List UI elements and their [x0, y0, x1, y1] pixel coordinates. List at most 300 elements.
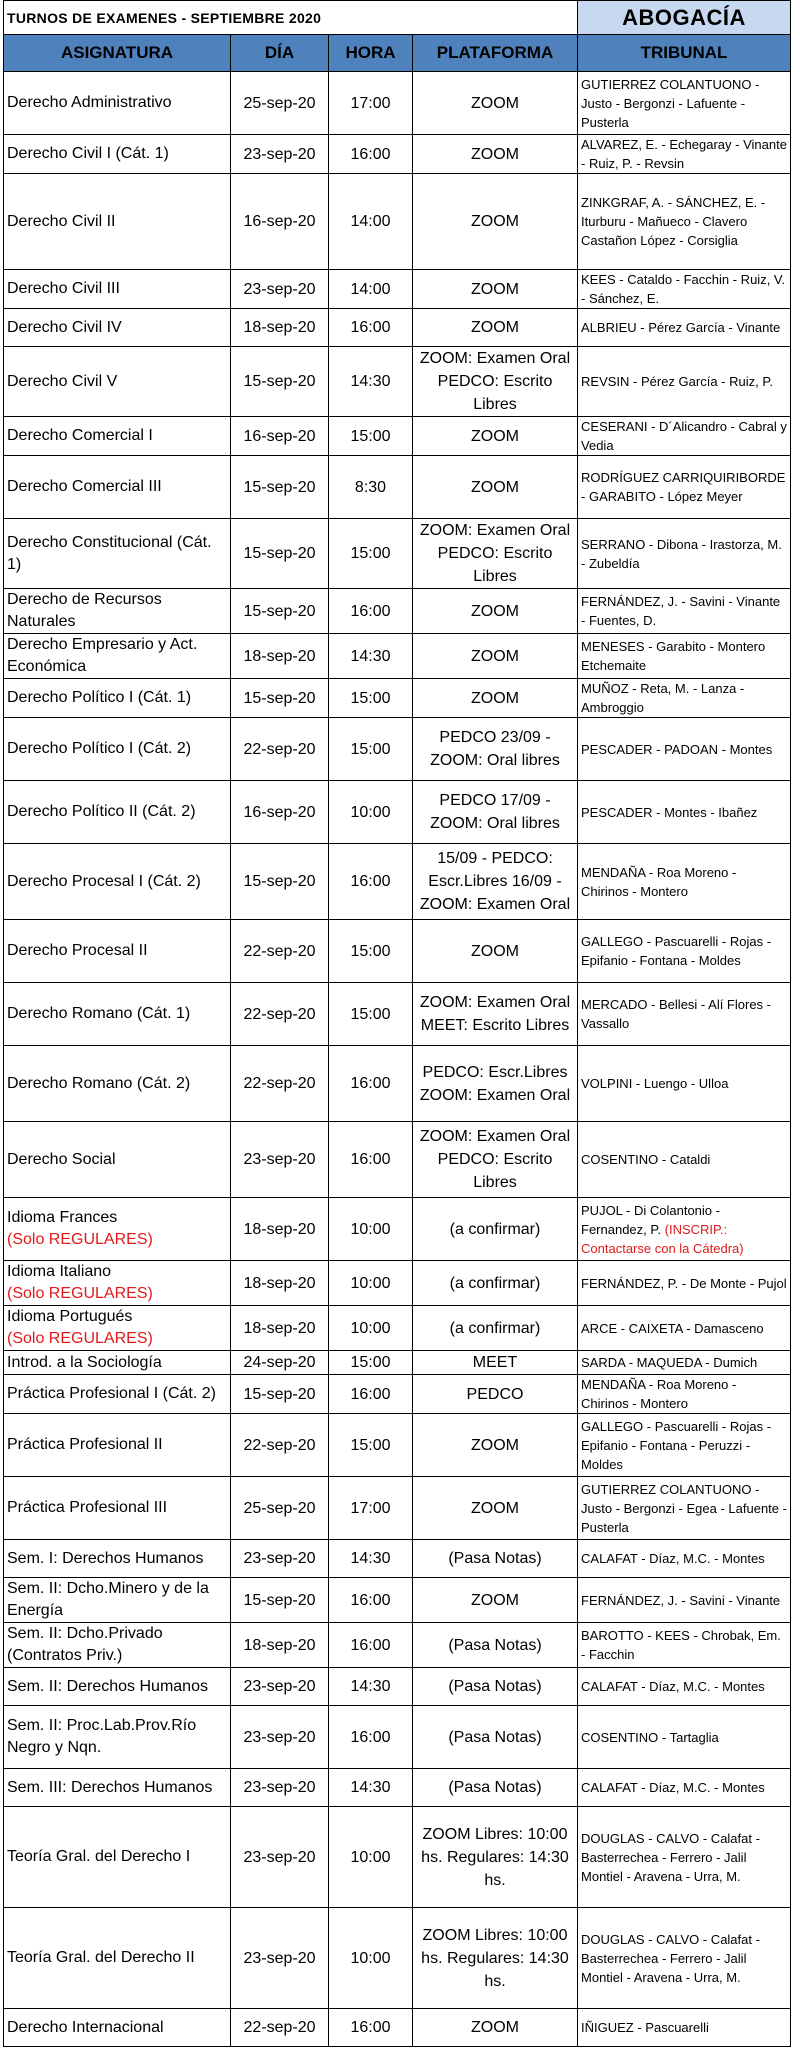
day-cell-text: 23-sep-20	[243, 1848, 316, 1866]
hour-cell-text: 14:30	[350, 373, 391, 390]
hour-cell	[329, 844, 413, 920]
subject-cell	[4, 1668, 231, 1706]
platform-cell	[413, 983, 578, 1046]
day-cell-text: 18-sep-20	[243, 1274, 316, 1292]
subject-cell-text: Derecho Romano (Cát. 2)	[7, 1074, 191, 1092]
table-row	[4, 920, 791, 983]
tribunal-cell	[578, 1578, 791, 1623]
day-cell	[231, 718, 329, 781]
table-row	[4, 844, 791, 920]
table-row	[4, 135, 791, 174]
day-cell-text: 15-sep-20	[243, 373, 316, 390]
platform-cell	[413, 347, 578, 417]
table-row	[4, 2009, 791, 2047]
subject-cell	[4, 589, 231, 634]
hour-cell	[329, 1046, 413, 1122]
tribunal-cell-text: FERNÁNDEZ, J. - Savini - Vinante - Fuentes, D.	[581, 594, 781, 628]
day-cell-text: 22-sep-20	[243, 1075, 316, 1092]
tribunal-cell-text: ALVAREZ, E. - Echegaray - Vinante - Ruiz, P. - Revsin	[581, 137, 787, 171]
tribunal-cell-text: FERNÁNDEZ, P. - De Monte - Pujol	[581, 1275, 787, 1291]
subject-cell	[4, 1578, 231, 1623]
tribunal-cell-text: VOLPINI - Luengo - Ulloa	[581, 1076, 729, 1091]
hour-cell	[329, 1540, 413, 1578]
hour-cell	[329, 920, 413, 983]
subject-cell	[4, 718, 231, 781]
tribunal-cell-text: ZINKGRAF, A. - SÁNCHEZ, E. - Iturburu - Mañueco - Clavero Castañon López - Corsiglia	[581, 195, 766, 248]
table-row	[4, 456, 791, 519]
subject-cell-text: Derecho Administrativo	[7, 94, 172, 111]
table-row	[4, 174, 791, 270]
hour-cell	[329, 456, 413, 519]
tribunal-cell	[578, 270, 791, 309]
platform-cell-text: PEDCO 17/09 - ZOOM: Oral libres	[430, 792, 560, 832]
platform-cell	[413, 135, 578, 174]
day-cell	[231, 270, 329, 309]
subject-cell-text: Sem. II: Proc.Lab.Prov.Río Negro y Nqn.	[7, 1717, 197, 1756]
table-row	[4, 1706, 791, 1769]
hour-cell-text: 15:00	[350, 1005, 391, 1023]
platform-cell	[413, 270, 578, 309]
hour-cell-text: 16:00	[350, 145, 391, 163]
platform-cell	[413, 679, 578, 718]
hour-cell	[329, 589, 413, 634]
platform-cell-text: PEDCO: Escr.Libres ZOOM: Examen Oral	[419, 1063, 571, 1104]
subject-cell	[4, 1706, 231, 1769]
day-cell	[231, 844, 329, 920]
hour-cell-text: 16:00	[350, 873, 391, 890]
hour-cell-text: 14:00	[350, 213, 391, 230]
hour-cell	[329, 1668, 413, 1706]
hour-cell	[329, 519, 413, 589]
day-cell	[231, 634, 329, 679]
tribunal-cell	[578, 1306, 791, 1351]
tribunal-note: (INSCRIP.: Contactarse con la Cátedra)	[581, 1221, 744, 1256]
platform-cell	[413, 309, 578, 347]
tribunal-cell-text: GALLEGO - Pascuarelli - Rojas - Epifanio - Fontana - Moldes	[581, 934, 772, 968]
day-cell	[231, 1375, 329, 1414]
subject-note: (Solo REGULARES)	[7, 1231, 153, 1248]
day-cell-text: 18-sep-20	[243, 1636, 316, 1654]
subject-cell-text: Sem. II: Derechos Humanos	[7, 1677, 208, 1695]
hour-cell	[329, 417, 413, 456]
day-cell	[231, 347, 329, 417]
subject-cell-text: Derecho de Recursos Naturales	[7, 591, 162, 630]
tribunal-cell-text: REVSIN - Pérez García - Ruiz, P.	[581, 374, 773, 389]
platform-cell	[413, 1540, 578, 1578]
platform-cell-text: ZOOM	[471, 689, 519, 707]
day-cell-text: 22-sep-20	[243, 740, 316, 758]
tribunal-cell-text: PUJOL - Di Colantonio - Fernandez, P.	[581, 1202, 720, 1237]
day-cell-text: 25-sep-20	[243, 1499, 316, 1517]
tribunal-cell	[578, 417, 791, 456]
table-row	[4, 1122, 791, 1198]
tribunal-cell-text: IÑIGUEZ - Pascuarelli	[581, 2020, 709, 2035]
platform-cell-text: PEDCO 23/09 - ZOOM: Oral libres	[430, 729, 560, 769]
hour-cell	[329, 1122, 413, 1198]
table-row	[4, 1477, 791, 1540]
day-cell	[231, 456, 329, 519]
hour-cell-text: 17:00	[350, 1499, 391, 1517]
platform-cell-text: ZOOM	[471, 145, 519, 163]
subject-cell	[4, 72, 231, 135]
day-cell-text: 18-sep-20	[243, 1319, 316, 1337]
table-row	[4, 1046, 791, 1122]
tribunal-cell-text: MERCADO - Bellesi - Alí Flores - Vassallo	[581, 997, 771, 1031]
platform-cell	[413, 519, 578, 589]
tribunal-cell	[578, 781, 791, 844]
platform-cell-text: ZOOM	[471, 2019, 519, 2036]
platform-cell	[413, 1807, 578, 1908]
day-cell	[231, 1706, 329, 1769]
tribunal-cell-text: BAROTTO - KEES - Chrobak, Em. - Facchin	[581, 1628, 781, 1662]
tribunal-cell-text: RODRÍGUEZ CARRIQUIRIBORDE - GARABITO - López Meyer	[581, 470, 786, 504]
tribunal-cell-text: FERNÁNDEZ, J. - Savini - Vinante	[581, 1592, 781, 1608]
hour-cell	[329, 1351, 413, 1375]
subject-cell	[4, 1908, 231, 2009]
platform-cell	[413, 1306, 578, 1351]
subject-cell-text: Introd. a la Sociología	[7, 1353, 162, 1371]
day-cell-text: 22-sep-20	[243, 1436, 316, 1454]
subject-cell	[4, 1261, 231, 1306]
platform-cell	[413, 1477, 578, 1540]
platform-cell-text: ZOOM	[471, 1436, 519, 1454]
tribunal-cell-text: MENDAÑA - Roa Moreno - Chirinos - Montero	[581, 1377, 737, 1411]
day-cell-text: 15-sep-20	[243, 873, 316, 890]
tribunal-cell-text: MUÑOZ - Reta, M. - Lanza - Ambroggio	[581, 681, 745, 715]
platform-cell-text: ZOOM: Examen Oral PEDCO: Escrito Libres	[419, 1128, 571, 1191]
platform-cell	[413, 589, 578, 634]
tribunal-cell	[578, 1706, 791, 1769]
hour-cell	[329, 1198, 413, 1261]
day-cell-text: 23-sep-20	[243, 1678, 316, 1695]
day-cell-text: 15-sep-20	[243, 1385, 316, 1403]
hour-cell	[329, 1706, 413, 1769]
hour-cell-text: 15:00	[350, 942, 391, 960]
hour-cell-text: 15:00	[350, 427, 391, 445]
platform-cell-text: (a confirmar)	[449, 1220, 541, 1238]
day-cell	[231, 781, 329, 844]
day-cell	[231, 1623, 329, 1668]
day-cell-text: 23-sep-20	[243, 1728, 316, 1746]
hour-cell-text: 14:30	[350, 1550, 391, 1567]
tribunal-cell	[578, 1375, 791, 1414]
hour-cell	[329, 1414, 413, 1477]
subject-cell-text: Teoría Gral. del Derecho I	[7, 1848, 191, 1865]
subject-cell-text: Derecho Civil II	[7, 212, 116, 230]
platform-cell-text: ZOOM	[471, 94, 519, 112]
platform-cell	[413, 2009, 578, 2047]
platform-cell	[413, 174, 578, 270]
table-row	[4, 1261, 791, 1306]
hour-cell	[329, 1261, 413, 1306]
subject-cell-text: Derecho Empresario y Act. Económica	[7, 636, 198, 675]
subject-cell-text: Práctica Profesional I (Cát. 2)	[7, 1385, 216, 1402]
day-cell	[231, 1908, 329, 2009]
platform-cell-text: (a confirmar)	[449, 1274, 541, 1292]
subject-cell-text: Idioma Frances	[7, 1209, 118, 1226]
tribunal-cell-text: ALBRIEU - Pérez García - Vinante	[581, 320, 781, 335]
platform-cell-text: ZOOM	[471, 1591, 519, 1609]
hour-cell	[329, 174, 413, 270]
day-cell	[231, 1807, 329, 1908]
subject-cell	[4, 1769, 231, 1807]
subject-cell-text: Derecho Social	[7, 1150, 116, 1168]
hour-cell	[329, 1578, 413, 1623]
platform-cell-text: ZOOM	[471, 280, 519, 298]
tribunal-cell	[578, 347, 791, 417]
day-cell	[231, 1477, 329, 1540]
platform-cell-text: (Pasa Notas)	[448, 1728, 542, 1746]
tribunal-cell	[578, 1908, 791, 2009]
header-hora: HORA	[329, 35, 413, 72]
hour-cell-text: 10:00	[350, 1319, 391, 1337]
hour-cell	[329, 1807, 413, 1908]
tribunal-cell-text: GALLEGO - Pascuarelli - Rojas - Epifanio - Fontana - Peruzzi - Moldes	[581, 1418, 772, 1472]
hour-cell	[329, 1623, 413, 1668]
platform-cell-text: ZOOM Libres: 10:00 hs. Regulares: 14:30 hs.	[421, 1825, 569, 1889]
subject-cell	[4, 1351, 231, 1375]
day-cell	[231, 1578, 329, 1623]
day-cell	[231, 417, 329, 456]
hour-cell	[329, 347, 413, 417]
tribunal-cell	[578, 983, 791, 1046]
table-row	[4, 1375, 791, 1414]
tribunal-cell	[578, 174, 791, 270]
tribunal-cell	[578, 1769, 791, 1807]
subject-cell	[4, 1623, 231, 1668]
subject-cell	[4, 1807, 231, 1908]
platform-cell-text: (Pasa Notas)	[448, 1779, 542, 1796]
subject-note: (Solo REGULARES)	[7, 1330, 153, 1347]
subject-cell	[4, 1046, 231, 1122]
table-row	[4, 1769, 791, 1807]
platform-cell-text: MEET	[472, 1354, 518, 1371]
subject-cell-text: Derecho Político I (Cát. 1)	[7, 689, 192, 706]
day-cell	[231, 1540, 329, 1578]
platform-cell	[413, 1769, 578, 1807]
table-row	[4, 1351, 791, 1375]
hour-cell-text: 8:30	[354, 478, 387, 496]
tribunal-cell-text: CESERANI - D´Alicandro - Cabral y Vedia	[581, 419, 787, 453]
platform-cell-text: (a confirmar)	[449, 1319, 541, 1337]
exam-schedule-table	[3, 0, 791, 2047]
day-cell-text: 24-sep-20	[243, 1354, 316, 1371]
subject-cell	[4, 1477, 231, 1540]
day-cell-text: 16-sep-20	[243, 213, 316, 230]
tribunal-cell-text: GUTIERREZ COLANTUONO - Justo - Bergonzi - Egea - Lafuente - Pusterla	[581, 1481, 787, 1535]
subject-cell	[4, 270, 231, 309]
platform-cell	[413, 1623, 578, 1668]
platform-cell	[413, 1578, 578, 1623]
tribunal-cell-text: DOUGLAS - CALVO - Calafat - Basterrechea - Ferrero - Jalil Montiel - Aravena - Urra, M.	[581, 1830, 760, 1884]
subject-cell	[4, 519, 231, 589]
day-cell	[231, 1414, 329, 1477]
tribunal-cell	[578, 1198, 791, 1261]
table-row	[4, 270, 791, 309]
hour-cell	[329, 679, 413, 718]
tribunal-cell-text: CALAFAT - Díaz, M.C. - Montes	[581, 1780, 765, 1795]
table-row	[4, 1578, 791, 1623]
platform-cell	[413, 72, 578, 135]
tribunal-cell	[578, 309, 791, 347]
day-cell-text: 18-sep-20	[243, 1220, 316, 1238]
subject-cell-text: Teoría Gral. del Derecho II	[7, 1949, 195, 1966]
hour-cell-text: 16:00	[350, 1636, 391, 1654]
table-row	[4, 417, 791, 456]
tribunal-cell-text: PESCADER - Montes - Ibañez	[581, 804, 758, 820]
day-cell-text: 15-sep-20	[243, 689, 316, 707]
tribunal-cell	[578, 1623, 791, 1668]
subject-cell	[4, 634, 231, 679]
day-cell	[231, 1046, 329, 1122]
subject-cell	[4, 456, 231, 519]
platform-cell-text: ZOOM: Examen Oral PEDCO: Escrito Libres	[419, 350, 571, 413]
subject-cell	[4, 309, 231, 347]
day-cell-text: 15-sep-20	[243, 478, 316, 496]
subject-cell-text: Derecho Político I (Cát. 2)	[7, 740, 192, 757]
subject-cell-text: Derecho Civil I (Cát. 1)	[7, 145, 169, 162]
hour-cell	[329, 634, 413, 679]
day-cell-text: 22-sep-20	[243, 2019, 316, 2036]
tribunal-cell	[578, 1477, 791, 1540]
tribunal-cell	[578, 679, 791, 718]
platform-cell	[413, 1261, 578, 1306]
tribunal-cell	[578, 135, 791, 174]
hour-cell	[329, 718, 413, 781]
day-cell	[231, 174, 329, 270]
hour-cell	[329, 1306, 413, 1351]
tribunal-cell	[578, 519, 791, 589]
day-cell	[231, 1198, 329, 1261]
tribunal-cell-text: MENESES - Garabito - Montero Etchemaite	[581, 639, 766, 673]
tribunal-cell	[578, 456, 791, 519]
subject-cell-text: Idioma Italiano	[7, 1263, 112, 1280]
table-row	[4, 72, 791, 135]
platform-cell	[413, 634, 578, 679]
day-cell	[231, 679, 329, 718]
subject-cell-text: Derecho Internacional	[7, 2018, 164, 2036]
day-cell	[231, 2009, 329, 2047]
tribunal-cell-text: SERRANO - Dibona - Irastorza, M. - Zubeldía	[581, 536, 782, 571]
hour-cell-text: 16:00	[350, 1151, 391, 1168]
day-cell-text: 23-sep-20	[243, 1779, 316, 1796]
table-row	[4, 679, 791, 718]
platform-cell-text: ZOOM	[471, 602, 519, 620]
platform-cell-text: ZOOM	[471, 319, 519, 336]
hour-cell-text: 14:30	[350, 1779, 391, 1796]
platform-cell	[413, 1706, 578, 1769]
tribunal-cell-text: GUTIERREZ COLANTUONO - Justo - Bergonzi - Lafuente - Pusterla	[581, 76, 760, 130]
day-cell-text: 23-sep-20	[243, 1151, 316, 1168]
day-cell	[231, 589, 329, 634]
hour-cell-text: 17:00	[350, 94, 391, 112]
hour-cell	[329, 72, 413, 135]
table-row	[4, 718, 791, 781]
subject-cell-text: Sem. I: Derechos Humanos	[7, 1549, 204, 1567]
tribunal-cell	[578, 1261, 791, 1306]
day-cell	[231, 72, 329, 135]
platform-cell	[413, 1375, 578, 1414]
hour-cell-text: 14:30	[350, 1678, 391, 1695]
subject-cell-text: Derecho Civil III	[7, 280, 120, 297]
hour-cell-text: 16:00	[350, 1728, 391, 1746]
platform-cell	[413, 1668, 578, 1706]
subject-cell	[4, 347, 231, 417]
subject-cell-text: Práctica Profesional II	[7, 1436, 163, 1453]
hour-cell	[329, 135, 413, 174]
day-cell	[231, 1306, 329, 1351]
platform-cell-text: ZOOM Libres: 10:00 hs. Regulares: 14:30 hs.	[421, 1926, 569, 1990]
platform-cell	[413, 781, 578, 844]
hour-cell-text: 16:00	[350, 319, 391, 336]
day-cell	[231, 1351, 329, 1375]
table-row	[4, 1414, 791, 1477]
tribunal-cell-text: COSENTINO - Cataldi	[581, 1152, 711, 1167]
table-row	[4, 1198, 791, 1261]
subject-cell-text: Idioma Portugués	[7, 1308, 133, 1325]
tribunal-cell	[578, 1807, 791, 1908]
subject-cell-text: Derecho Político II (Cát. 2)	[7, 803, 196, 820]
hour-cell-text: 14:30	[350, 647, 391, 665]
platform-cell-text: (Pasa Notas)	[448, 1550, 542, 1567]
day-cell	[231, 983, 329, 1046]
subject-cell-text: Sem. II: Dcho.Minero y de la Energía	[7, 1580, 209, 1619]
subject-cell-text: Derecho Procesal I (Cát. 2)	[7, 872, 201, 890]
tribunal-cell-text: KEES - Cataldo - Facchin - Ruiz, V. - Sánchez, E.	[581, 272, 786, 306]
table-row	[4, 983, 791, 1046]
subject-cell	[4, 417, 231, 456]
hour-cell-text: 10:00	[350, 1949, 391, 1967]
table-row	[4, 1668, 791, 1706]
hour-cell	[329, 309, 413, 347]
hour-cell	[329, 1769, 413, 1807]
day-cell	[231, 1122, 329, 1198]
hour-cell-text: 10:00	[350, 803, 391, 821]
subject-cell	[4, 844, 231, 920]
table-row	[4, 1807, 791, 1908]
platform-cell	[413, 417, 578, 456]
tribunal-cell-text: PESCADER - PADOAN - Montes	[581, 741, 773, 757]
table-row	[4, 1306, 791, 1351]
platform-cell	[413, 718, 578, 781]
hour-cell-text: 10:00	[350, 1848, 391, 1866]
tribunal-cell-text: DOUGLAS - CALVO - Calafat - Basterrechea - Ferrero - Jalil Montiel - Aravena - Urra, M.	[581, 1931, 760, 1985]
day-cell	[231, 135, 329, 174]
hour-cell-text: 15:00	[350, 740, 391, 758]
hour-cell	[329, 781, 413, 844]
day-cell	[231, 309, 329, 347]
subject-cell	[4, 1122, 231, 1198]
subject-cell-text: Derecho Comercial III	[7, 478, 162, 495]
platform-cell	[413, 1414, 578, 1477]
subject-cell-text: Derecho Procesal II	[7, 942, 148, 959]
table-row	[4, 1540, 791, 1578]
header-row	[4, 35, 791, 72]
platform-cell-text: ZOOM	[471, 1499, 519, 1517]
subject-cell	[4, 1414, 231, 1477]
subject-cell-text: Derecho Constitucional (Cát. 1)	[7, 533, 212, 573]
subject-cell	[4, 1306, 231, 1351]
platform-cell-text: PEDCO	[466, 1385, 524, 1403]
platform-cell-text: ZOOM	[471, 478, 519, 496]
header-dia: DÍA	[231, 35, 329, 72]
table-row	[4, 781, 791, 844]
tribunal-cell-text: CALAFAT - Díaz, M.C. - Montes	[581, 1551, 765, 1566]
day-cell	[231, 1261, 329, 1306]
tribunal-cell	[578, 1046, 791, 1122]
hour-cell	[329, 270, 413, 309]
hour-cell-text: 16:00	[350, 1075, 391, 1092]
